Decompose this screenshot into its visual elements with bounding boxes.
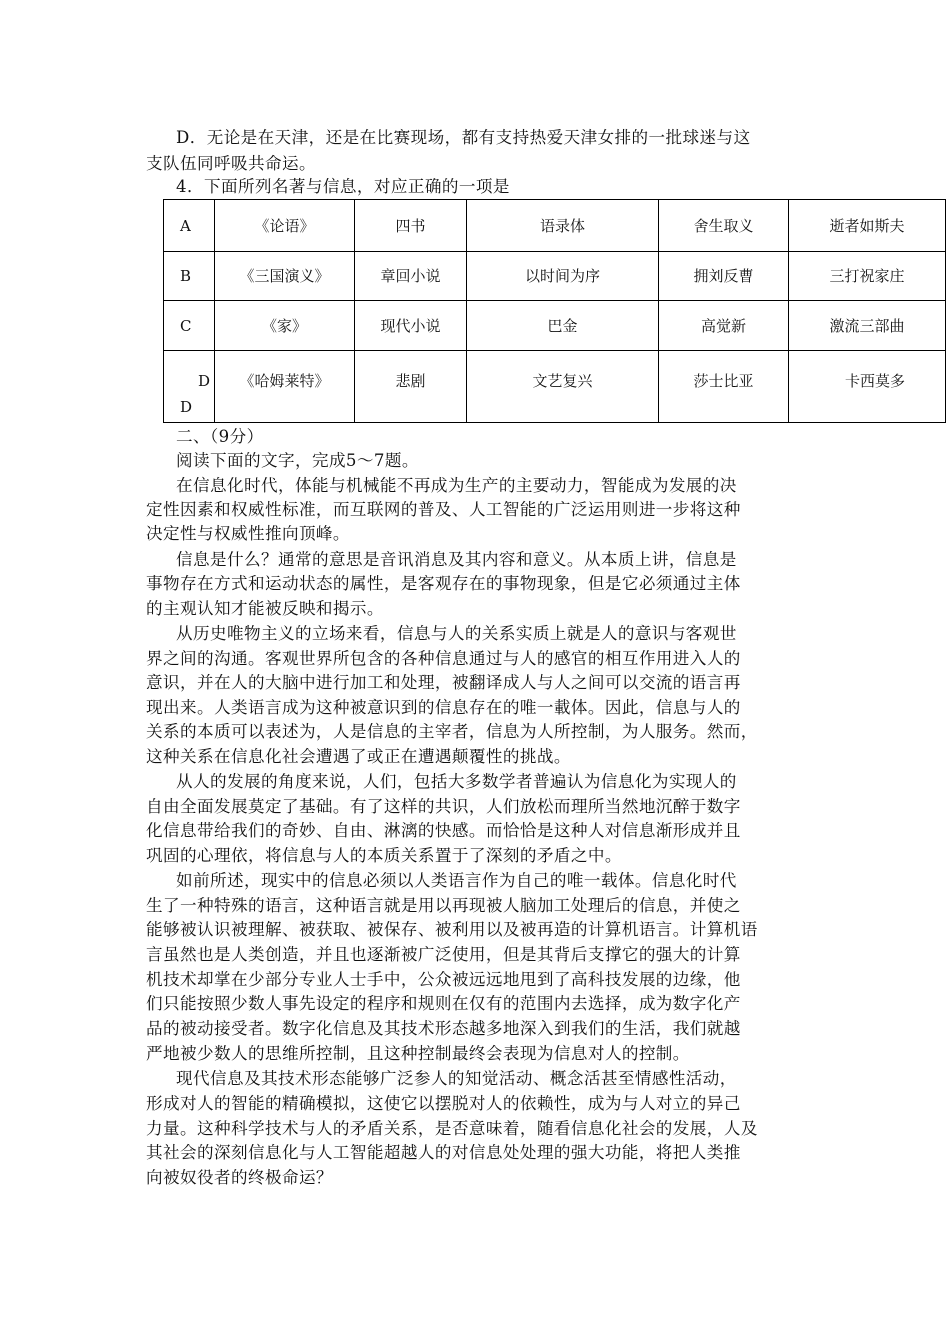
- table-cell: 悲剧: [355, 351, 467, 423]
- passage-line: 向被奴役者的终极命运？: [146, 1168, 333, 1187]
- passage-line: 形成对人的智能的精确模拟，这使它以摆脱对人的依赖性，成为与人对立的异己: [146, 1094, 741, 1113]
- table-cell: 以时间为序: [467, 252, 659, 301]
- table-row: [164, 252, 946, 301]
- section-heading: 二、（9分）: [176, 427, 264, 446]
- table-cell: 语录体: [467, 200, 659, 252]
- passage-line: 们只能按照少数人事先设定的程序和规则在仅有的范围内去选择，成为数字化产: [146, 994, 741, 1013]
- passage-line: 关系的本质可以表述为，人是信息的主宰者，信息为人所控制，为人服务。然而，: [146, 722, 758, 741]
- table-row: [164, 351, 946, 423]
- passage-line: 的主观认知才能被反映和揭示。: [146, 599, 384, 618]
- option-label: [164, 351, 215, 423]
- table-cell: 三打祝家庄: [789, 252, 946, 301]
- question3-option-d-line1: D．无论是在天津，还是在比赛现场，都有支持热爱天津女排的一批球迷与这: [176, 128, 751, 147]
- passage-line: 其社会的深刻信息化与人工智能超越人的对信息处处理的强大功能，将把人类推: [146, 1143, 741, 1162]
- passage-line: 自由全面发展莫定了基础。有了这样的共识，人们放松而理所当然地沉醉于数字: [146, 797, 741, 816]
- option-label-primary: D: [198, 372, 211, 390]
- passage-line: 从人的发展的角度来说，人们，包括大多数学者普遍认为信息化为实现人的: [176, 772, 737, 791]
- table-row: [164, 301, 946, 351]
- table-cell: 逝者如斯夫: [789, 200, 946, 252]
- table-cell-work: 《家》: [215, 301, 355, 351]
- section-instruction: 阅读下面的文字，完成5～7题。: [176, 451, 419, 470]
- passage-line: 从历史唯物主义的立场来看，信息与人的关系实质上就是人的意识与客观世: [176, 624, 737, 643]
- question4-stem: 4．下面所列名著与信息，对应正确的一项是: [176, 177, 510, 196]
- table-cell: 巴金: [467, 301, 659, 351]
- table-cell: 舍生取义: [659, 200, 789, 252]
- table-cell: 章回小说: [355, 252, 467, 301]
- table-row: [164, 200, 946, 252]
- passage-line: 品的被动接受者。数字化信息及其技术形态越多地深入到我们的生活，我们就越: [146, 1019, 741, 1038]
- passage-line: 力量。这种科学技术与人的矛盾关系，是否意味着，随看信息化社会的发展，人及: [146, 1119, 758, 1138]
- passage-line: 化信息带给我们的奇妙、自由、淋漓的快感。而恰恰是这种人对信息渐形成并且: [146, 821, 741, 840]
- passage-line: 意识，并在人的大脑中进行加工和处理，被翻译成人与人之间可以交流的语言再: [146, 673, 741, 692]
- passage-line: 现出来。人类语言成为这种被意识到的信息存在的唯一載体。因此，信息与人的: [146, 698, 741, 717]
- passage-line: 这种关系在信息化社会遭遇了或正在遭遇颠覆性的挑战。: [146, 747, 571, 766]
- table-cell-work: 《论语》: [215, 200, 355, 252]
- option-label: B: [164, 252, 215, 301]
- table-cell: 现代小说: [355, 301, 467, 351]
- table-cell-work: 《三国演义》: [215, 252, 355, 301]
- passage-line: 现代信息及其技术形态能够广泛参人的知觉活动、概念活甚至情感性活动，: [176, 1069, 737, 1088]
- table-cell: 四书: [355, 200, 467, 252]
- passage-line: 严地被少数人的思维所控制，且这种控制最终会表现为信息对人的控制。: [146, 1044, 690, 1063]
- table-cell-work: 《哈姆莱特》: [215, 351, 355, 423]
- passage-line: 界之间的沟通。客观世界所包含的各种信息通过与人的感官的相互作用进入人的: [146, 649, 741, 668]
- passage-line: 决定性与权威性推向顶峰。: [146, 524, 350, 543]
- passage-line: 定性因素和权威性标准，而互联网的普及、人工智能的广泛运用则进一步将这种: [146, 500, 741, 519]
- passage-line: 言虽然也是人类创造，并且也逐渐被广泛使用，但是其背后支撑它的强大的计算: [146, 945, 741, 964]
- option-label: C: [164, 301, 215, 351]
- passage-line: 事物存在方式和运动状态的属性，是客观存在的事物现象，但是它必须通过主体: [146, 574, 741, 593]
- option-label-extra: D: [180, 398, 193, 416]
- table-cell: 卡西莫多: [789, 351, 946, 423]
- question3-option-d-line2: 支队伍同呼吸共命运。: [146, 154, 316, 173]
- table-cell: 文艺复兴: [467, 351, 659, 423]
- table-cell: 莎士比亚: [659, 351, 789, 423]
- table-cell: 高觉新: [659, 301, 789, 351]
- passage-line: 巩固的心理依，将信息与人的本质关系置于了深刻的矛盾之中。: [146, 846, 622, 865]
- table-cell: 拥刘反曹: [659, 252, 789, 301]
- question4-table: [163, 199, 946, 423]
- passage-line: 在信息化时代，体能与机械能不再成为生产的主要动力，智能成为发展的决: [176, 476, 737, 495]
- passage-line: 如前所述，现实中的信息必须以人类语言作为自己的唯一载体。信息化时代: [176, 871, 737, 890]
- passage-line: 能够被认识被理解、被获取、被保存、被利用以及被再造的计算机语言。计算机语: [146, 920, 758, 939]
- passage-line: 机技术却掌在少部分专业人士手中，公众被远远地甩到了高科技发展的边缘，他: [146, 970, 741, 989]
- passage-line: 生了一种特殊的语言，这种语言就是用以再现被人脑加工处理后的信息，并使之: [146, 896, 741, 915]
- option-label: A: [164, 200, 215, 252]
- table-cell: 激流三部曲: [789, 301, 946, 351]
- passage-line: 信息是什么？通常的意思是音讯消息及其内容和意义。从本质上讲，信息是: [176, 550, 737, 569]
